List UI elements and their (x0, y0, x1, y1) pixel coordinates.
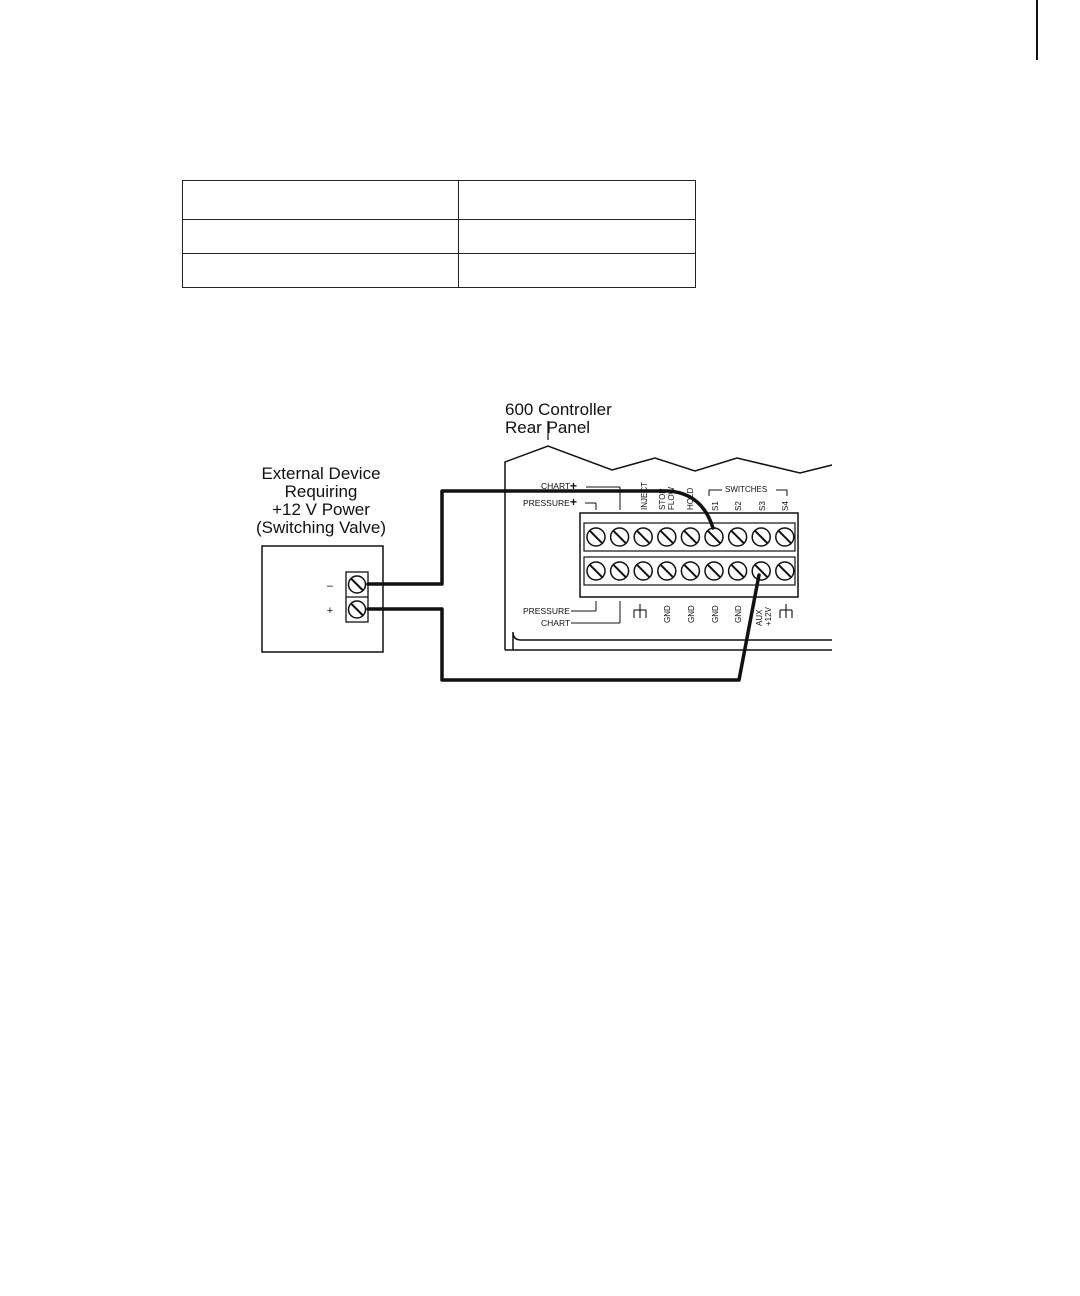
bottom-terminal-screw-icon (729, 562, 747, 580)
bottom-terminal-screw-icon (658, 562, 676, 580)
device-label-line2: Requiring (284, 482, 358, 501)
bottom-terminal-screw-icon (611, 562, 629, 580)
top-terminal-screw-icon (658, 528, 676, 546)
bottom-screw-row (587, 562, 794, 580)
top-terminal-screw-icon (634, 528, 652, 546)
pressure-top-label: PRESSURE (523, 498, 570, 508)
flow-label: FLOW (667, 486, 676, 510)
device-label-line3: +12 V Power (272, 500, 370, 519)
controller-title-line1: 600 Controller (505, 400, 612, 419)
pressure-top-plus: + (570, 495, 578, 509)
top-terminal-screw-icon (587, 528, 605, 546)
pressure-bottom-label: PRESSURE (523, 606, 570, 616)
gnd-label-4: GND (734, 605, 743, 623)
hold-label: HOLD (686, 487, 695, 510)
device-terminal-minus-label: – (326, 580, 334, 592)
chart-top-plus: + (570, 479, 578, 493)
bottom-terminal-screw-icon (634, 562, 652, 580)
device-label-line4: (Switching Valve) (255, 518, 387, 537)
gnd-label-2: GND (687, 605, 696, 623)
device-screw-plus-icon (349, 601, 366, 618)
device-label-line1: External Device (261, 464, 381, 483)
controller-terminal-strip (580, 513, 798, 597)
bottom-terminal-screw-icon (752, 562, 770, 580)
top-terminal-screw-icon (705, 528, 723, 546)
inject-label: INJECT (640, 482, 649, 510)
controller-title-line2: Rear Panel (505, 418, 591, 437)
bottom-terminal-screw-icon (776, 562, 794, 580)
top-screw-row (587, 528, 794, 546)
ground-symbol-icon (634, 604, 646, 618)
bottom-terminal-screw-icon (705, 562, 723, 580)
switch-s4-label: S4 (781, 501, 790, 511)
switch-s1-label: S1 (711, 501, 720, 511)
device-terminal-plus-label: + (326, 605, 334, 617)
aux-label: AUX (755, 609, 764, 626)
switches-label: SWITCHES (725, 485, 768, 494)
chart-top-label: CHART (541, 481, 571, 491)
switch-s3-label: S3 (758, 501, 767, 511)
device-screw-minus-icon (349, 576, 366, 593)
top-terminal-screw-icon (729, 528, 747, 546)
top-terminal-screw-icon (681, 528, 699, 546)
bottom-terminal-screw-icon (681, 562, 699, 580)
top-terminal-screw-icon (611, 528, 629, 546)
plus12v-label: +12V (764, 607, 773, 626)
ground-symbol-icon (780, 604, 792, 618)
bottom-terminal-screw-icon (587, 562, 605, 580)
top-terminal-screw-icon (752, 528, 770, 546)
gnd-label-1: GND (663, 605, 672, 623)
gnd-label-3: GND (711, 605, 720, 623)
chart-bottom-label: CHART (541, 618, 571, 628)
stop-label: STOP (658, 488, 667, 510)
switch-s2-label: S2 (734, 501, 743, 511)
top-terminal-screw-icon (776, 528, 794, 546)
